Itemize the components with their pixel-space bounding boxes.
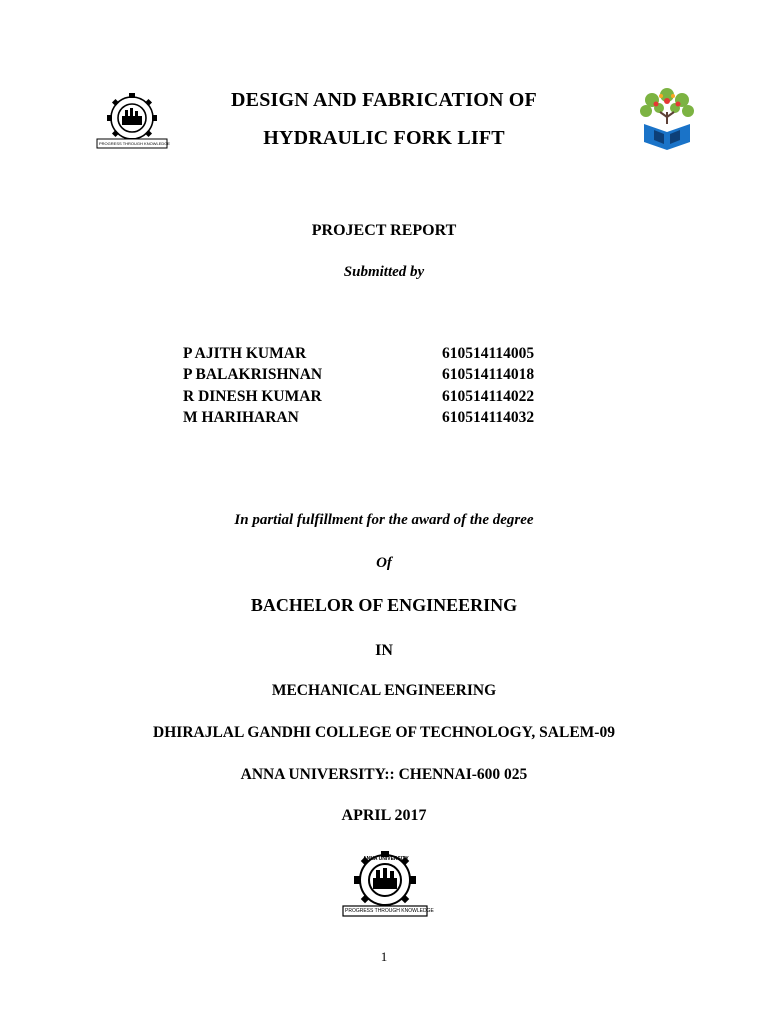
- student-name: M HARIHARAN: [183, 408, 299, 426]
- student-reg-number: 610514114032: [442, 408, 535, 426]
- university-name: ANNA UNIVERSITY:: CHENNAI-600 025: [240, 766, 528, 783]
- student-name: P AJITH KUMAR: [183, 345, 307, 362]
- page-number: 1: [380, 949, 388, 964]
- college-name: DHIRAJLAL GANDHI COLLEGE OF TECHNOLOGY, SALEM-09: [153, 724, 615, 741]
- student-name: P BALAKRISHNAN: [183, 366, 323, 384]
- emblem-caption: PROGRESS THROUGH KNOWLEDGE: [345, 908, 434, 914]
- title-line-1: DESIGN AND FABRICATION OF: [231, 89, 537, 111]
- emblem-ring-text: ANNA UNIVERSITY: [363, 856, 409, 862]
- title-line-2: HYDRAULIC FORK LIFT: [263, 127, 505, 149]
- submission-date: APRIL 2017: [341, 807, 427, 824]
- anna-university-emblem-bottom: [341, 850, 434, 918]
- student-reg-number: 610514114022: [442, 387, 535, 405]
- of-text: Of: [376, 555, 392, 571]
- submitted-by-label: Submitted by: [343, 264, 425, 280]
- student-list: [183, 343, 583, 428]
- student-reg-number: 610514114018: [442, 366, 535, 384]
- degree-name: BACHELOR OF ENGINEERING: [250, 595, 518, 615]
- emblem-caption: PROGRESS THROUGH KNOWLEDGE: [99, 141, 171, 146]
- project-report-label: PROJECT REPORT: [311, 222, 457, 239]
- student-reg-number: 610514114005: [442, 345, 535, 362]
- student-row: [183, 386, 583, 407]
- department-name: MECHANICAL ENGINEERING: [271, 682, 497, 699]
- in-text: IN: [375, 642, 393, 659]
- fulfillment-text: In partial fulfillment for the award of the degree: [234, 512, 534, 528]
- student-row: [183, 343, 583, 364]
- student-row: [183, 364, 583, 385]
- student-name: R DINESH KUMAR: [183, 387, 322, 405]
- student-row: [183, 407, 583, 428]
